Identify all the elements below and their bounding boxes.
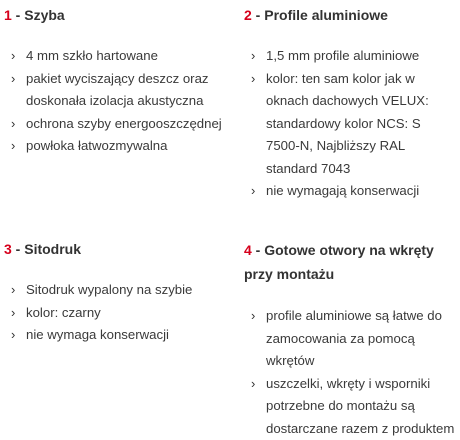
list-item (11, 135, 232, 158)
list-item-text: uszczelki, wkręty i wsporniki potrzebne do montażu są dostarczane razem z produktem (266, 376, 454, 436)
list-item (251, 180, 458, 203)
list-item-text: kolor: ten sam kolor jak w oknach dachowych VELUX: standardowy kolor NCS: S 7500-N, Najbliższy RAL standard 7043 (266, 71, 429, 176)
list-item (11, 113, 232, 136)
list-item-text: ochrona szyby energooszczędnej (26, 116, 222, 131)
chevron-right-icon: › (11, 45, 15, 68)
list-item (251, 373, 458, 440)
chevron-right-icon: › (11, 279, 15, 302)
list-item-text: 4 mm szkło hartowane (26, 48, 158, 63)
section-szyba (4, 4, 232, 158)
section-profile-aluminiowe (244, 4, 458, 203)
section-gotowe-otwory (244, 238, 458, 440)
chevron-right-icon: › (11, 135, 15, 158)
list-item (11, 302, 232, 325)
section-title: - Gotowe otwory na wkręty przy montażu (244, 242, 434, 282)
chevron-right-icon: › (11, 113, 15, 136)
list-item-text: nie wymaga konserwacji (26, 327, 169, 342)
section-sitodruk (4, 238, 232, 347)
feature-list (11, 45, 232, 158)
chevron-right-icon: › (11, 302, 15, 325)
section-title: - Sitodruk (12, 241, 81, 257)
section-number: 1 (4, 7, 12, 23)
feature-list (251, 45, 458, 203)
section-title: - Profile aluminiowe (252, 7, 388, 23)
list-item-text: Sitodruk wypalony na szybie (26, 282, 192, 297)
section-number: 3 (4, 241, 12, 257)
list-item-text: nie wymagają konserwacji (266, 183, 419, 198)
list-item (11, 45, 232, 68)
chevron-right-icon: › (251, 373, 255, 396)
feature-list (251, 305, 458, 440)
list-item (11, 68, 232, 113)
chevron-right-icon: › (11, 324, 15, 347)
chevron-right-icon: › (251, 68, 255, 91)
chevron-right-icon: › (11, 68, 15, 91)
list-item (251, 305, 458, 373)
list-item-text: profile aluminiowe są łatwe do zamocowania za pomocą wkrętów (266, 308, 442, 368)
section-title: - Szyba (12, 7, 65, 23)
chevron-right-icon: › (251, 305, 255, 328)
chevron-right-icon: › (251, 45, 255, 68)
list-item (11, 324, 232, 347)
list-item-text: kolor: czarny (26, 305, 101, 320)
list-item-text: powłoka łatwozmywalna (26, 138, 167, 153)
list-item-text: pakiet wyciszający deszcz oraz doskonała izolacja akustyczna (26, 71, 209, 109)
list-item (11, 279, 232, 302)
feature-list (11, 279, 232, 347)
section-number: 4 (244, 242, 252, 258)
list-item (251, 45, 458, 68)
section-number: 2 (244, 7, 252, 23)
section-heading (4, 238, 232, 260)
section-heading (4, 4, 232, 26)
section-heading (244, 238, 458, 286)
section-heading (244, 4, 458, 26)
list-item-text: 1,5 mm profile aluminiowe (266, 48, 419, 63)
list-item (251, 68, 458, 181)
chevron-right-icon: › (251, 180, 255, 203)
